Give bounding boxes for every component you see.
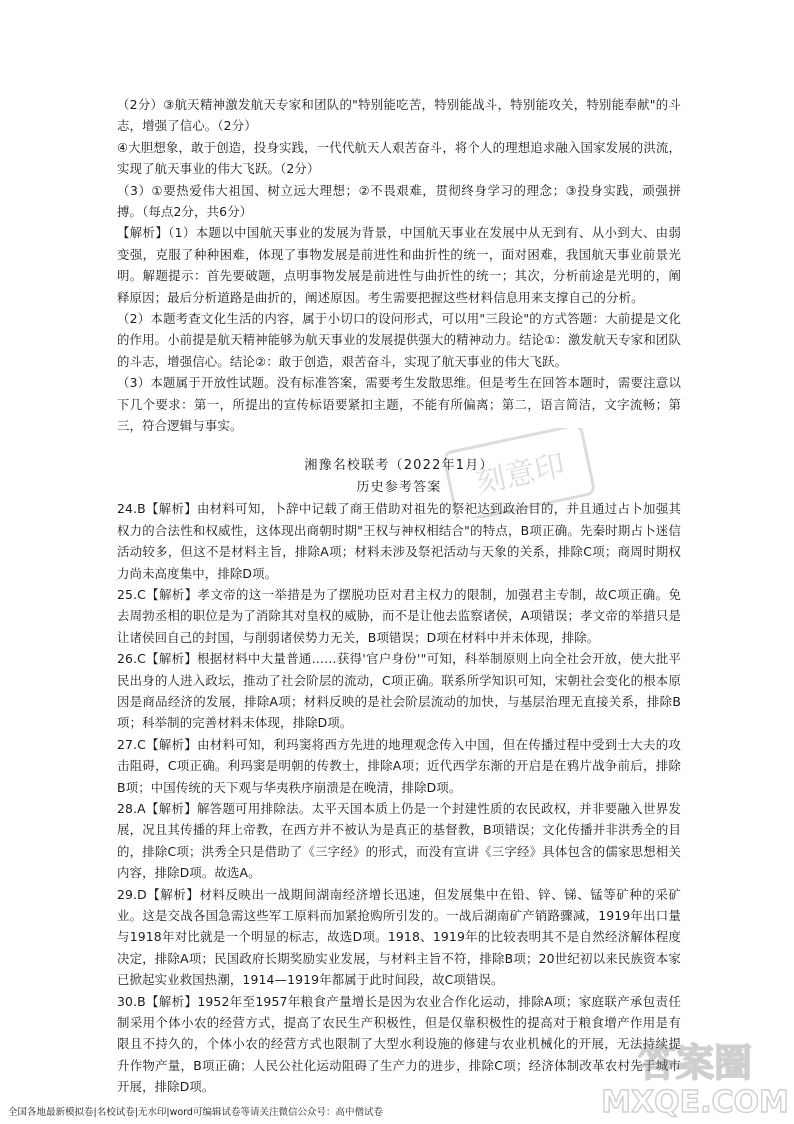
paragraph: （3）本题属于开放性试题。没有标准答案，需要考生发散思维。但是考生在回答本题时，需要注意以下几个要求：第一，所提出的宣传标语要紧扣主题，不能有所偏离；第二，语言简洁，文字流畅；第三，符合逻辑与事实。 — [117, 375, 681, 434]
paragraph: 【解析】（1）本题以中国航天事业的发展为背景，中国航天事业在发展中从无到有、从小到大、由弱变强，克服了种种困难，体现了事物发展是前进性和曲折性的统一，面对困难，我国航天事业前景光明。解题提示：首先要破题，点明事物发展是前进性与曲折性的统一；其次，分析前途是光明的，阐释原因；最后分析道路是曲折的，阐述原因。考生需要把握这些材料信息用来支撑自己的分析。 — [117, 225, 681, 305]
stamp-text: 刻意印 — [472, 447, 568, 501]
logo-text: 答案圈 — [637, 1041, 753, 1085]
answer-item: 26.C【解析】根据材料中大量普通……获得'官户身份'"可知，科举制原则上向全社会开放，使大批平民出身的人进入政坛，推动了社会阶层的流动，C项正确。联系所学知识可知，宋朝社会变化的根本原因是商品经济的发展，排除A项；材料反映的是社会阶层流动的加快，与基层治理无直接关系，排除B项；科举制的完善材料未体现，排除D项。 — [117, 651, 681, 731]
paragraph: （2）本题考查文化生活的内容，属于小切口的设问形式，可以用"三段论"的方式答题：大前提是文化的作用。小前提是航天精神能够为航天事业的发展提供强大的精神动力。结论①：激发航天专家和团队的斗志，增强信心。结论②：敢于创造，艰苦奋斗，实现了航天事业的伟大飞跃。 — [117, 311, 681, 369]
section-title: 湘豫名校联考（2022年1月） — [304, 457, 494, 473]
paragraph: （3）①要热爱伟大祖国、树立远大理想；②不畏艰难，贯彻终身学习的理念；③投身实践，顽强拼搏。（每点2分，共6分） — [117, 182, 681, 220]
answer-item: 24.B【解析】由材料可知，卜辞中记载了商王借助对祖先的祭祀达到政治目的，并且通过占卜加强其权力的合法性和权威性，这体现出商朝时期"王权与神权相结合"的特点，B项正确。先秦时期占卜迷信活动较多，但这不是材料主旨，排除A项；材料未涉及祭祀活动与天象的关系，排除C项；商周时期权力尚未高度集中，排除D项。 — [117, 501, 681, 581]
paragraph: ④大胆想象，敢于创造，投身实践，一代代航天人艰苦奋斗，将个人的理想追求融入国家发展的洪流，实现了航天事业的伟大飞跃。（2分） — [117, 139, 681, 177]
logo-url: MXQE.COM — [601, 1085, 789, 1120]
answer-item: 27.C【解析】由材料可知，利玛窦将西方先进的地理观念传入中国，但在传播过程中受到士大夫的攻击阻碍，C项正确。利玛窦是明朝的传教士，排除A项；近代西学东渐的开启是在鸦片战争前后，排除B项；中国传统的天下观与华夷秩序崩溃是在晚清，排除D项。 — [117, 736, 681, 795]
answer-item: 25.C【解析】孝文帝的这一举措是为了摆脱功臣对君主权力的限制，加强君主专制，故C项正确。免去周勃丞相的职位是为了消除其对皇权的威胁，而不是让他去监察诸侯，A项错误；孝文帝的举措只是让诸侯回自己的封国，与削弱诸侯势力无关，B项错误；D项在材料中并未体现，排除。 — [117, 586, 681, 645]
document-body — [117, 94, 681, 1098]
answer-item: 28.A【解析】解答题可用排除法。太平天国本质上仍是一个封建性质的农民政权，并非要融入世界发展，况且其传播的拜上帝教，在西方并不被认为是真正的基督教，B项错误；文化传播并非洪秀全的目的，排除C项；洪秀全只是借助了《三字经》的形式，而没有宣讲《三字经》具体包含的儒家思想相关内容，排除D项。故选A。 — [117, 801, 681, 881]
paragraph: （2分）③航天精神激发航天专家和团队的"特别能吃苦，特别能战斗，特别能攻关，特别能奉献"的斗志，增强了信心。（2分） — [117, 97, 681, 134]
answer-item: 29.D【解析】材料反映出一战期间湖南经济增长迅速，但发展集中在铅、锌、锑、锰等矿种的采矿业。这是交战各国急需这些军工原料而加紧抢购所引发的。一战后湖南矿产销路骤减，1919年出口量与1918年对比就是一个明显的标志，故选D项。1918、1919年的比较表明其不是自然经济解体程度决定，排除A项；民国政府长期奖励实业发展，与材料主旨不符，排除B项；20世纪初以来民族资本家已掀起实业救国热潮，1914—1919年都属于此时间段，故C项错误。 — [117, 886, 681, 988]
section-subtitle: 历史参考答案 — [356, 479, 442, 495]
answer-item: 30.B【解析】1952年至1957年粮食产量增长是因为农业合作化运动，排除A项；家庭联产承包责任制采用个体小农的经营方式，提高了农民生产积极性，但是仅靠积极性的提高对于粮食增产作用是有限且不持久的，个体小农的经营方式也限制了大型水利设施的修建与农业机械化的开展，无法持续提升作物产量，B项正确；人民公社化运动阻碍了生产力的进步，排除C项；经济体制改革农村先于城市开展，排除D项。 — [117, 993, 681, 1095]
footer-note: 全国各地最新模拟卷|名校试卷|无水印|word可编辑试卷等请关注微信公众号：高中僧试卷 — [8, 1107, 383, 1118]
